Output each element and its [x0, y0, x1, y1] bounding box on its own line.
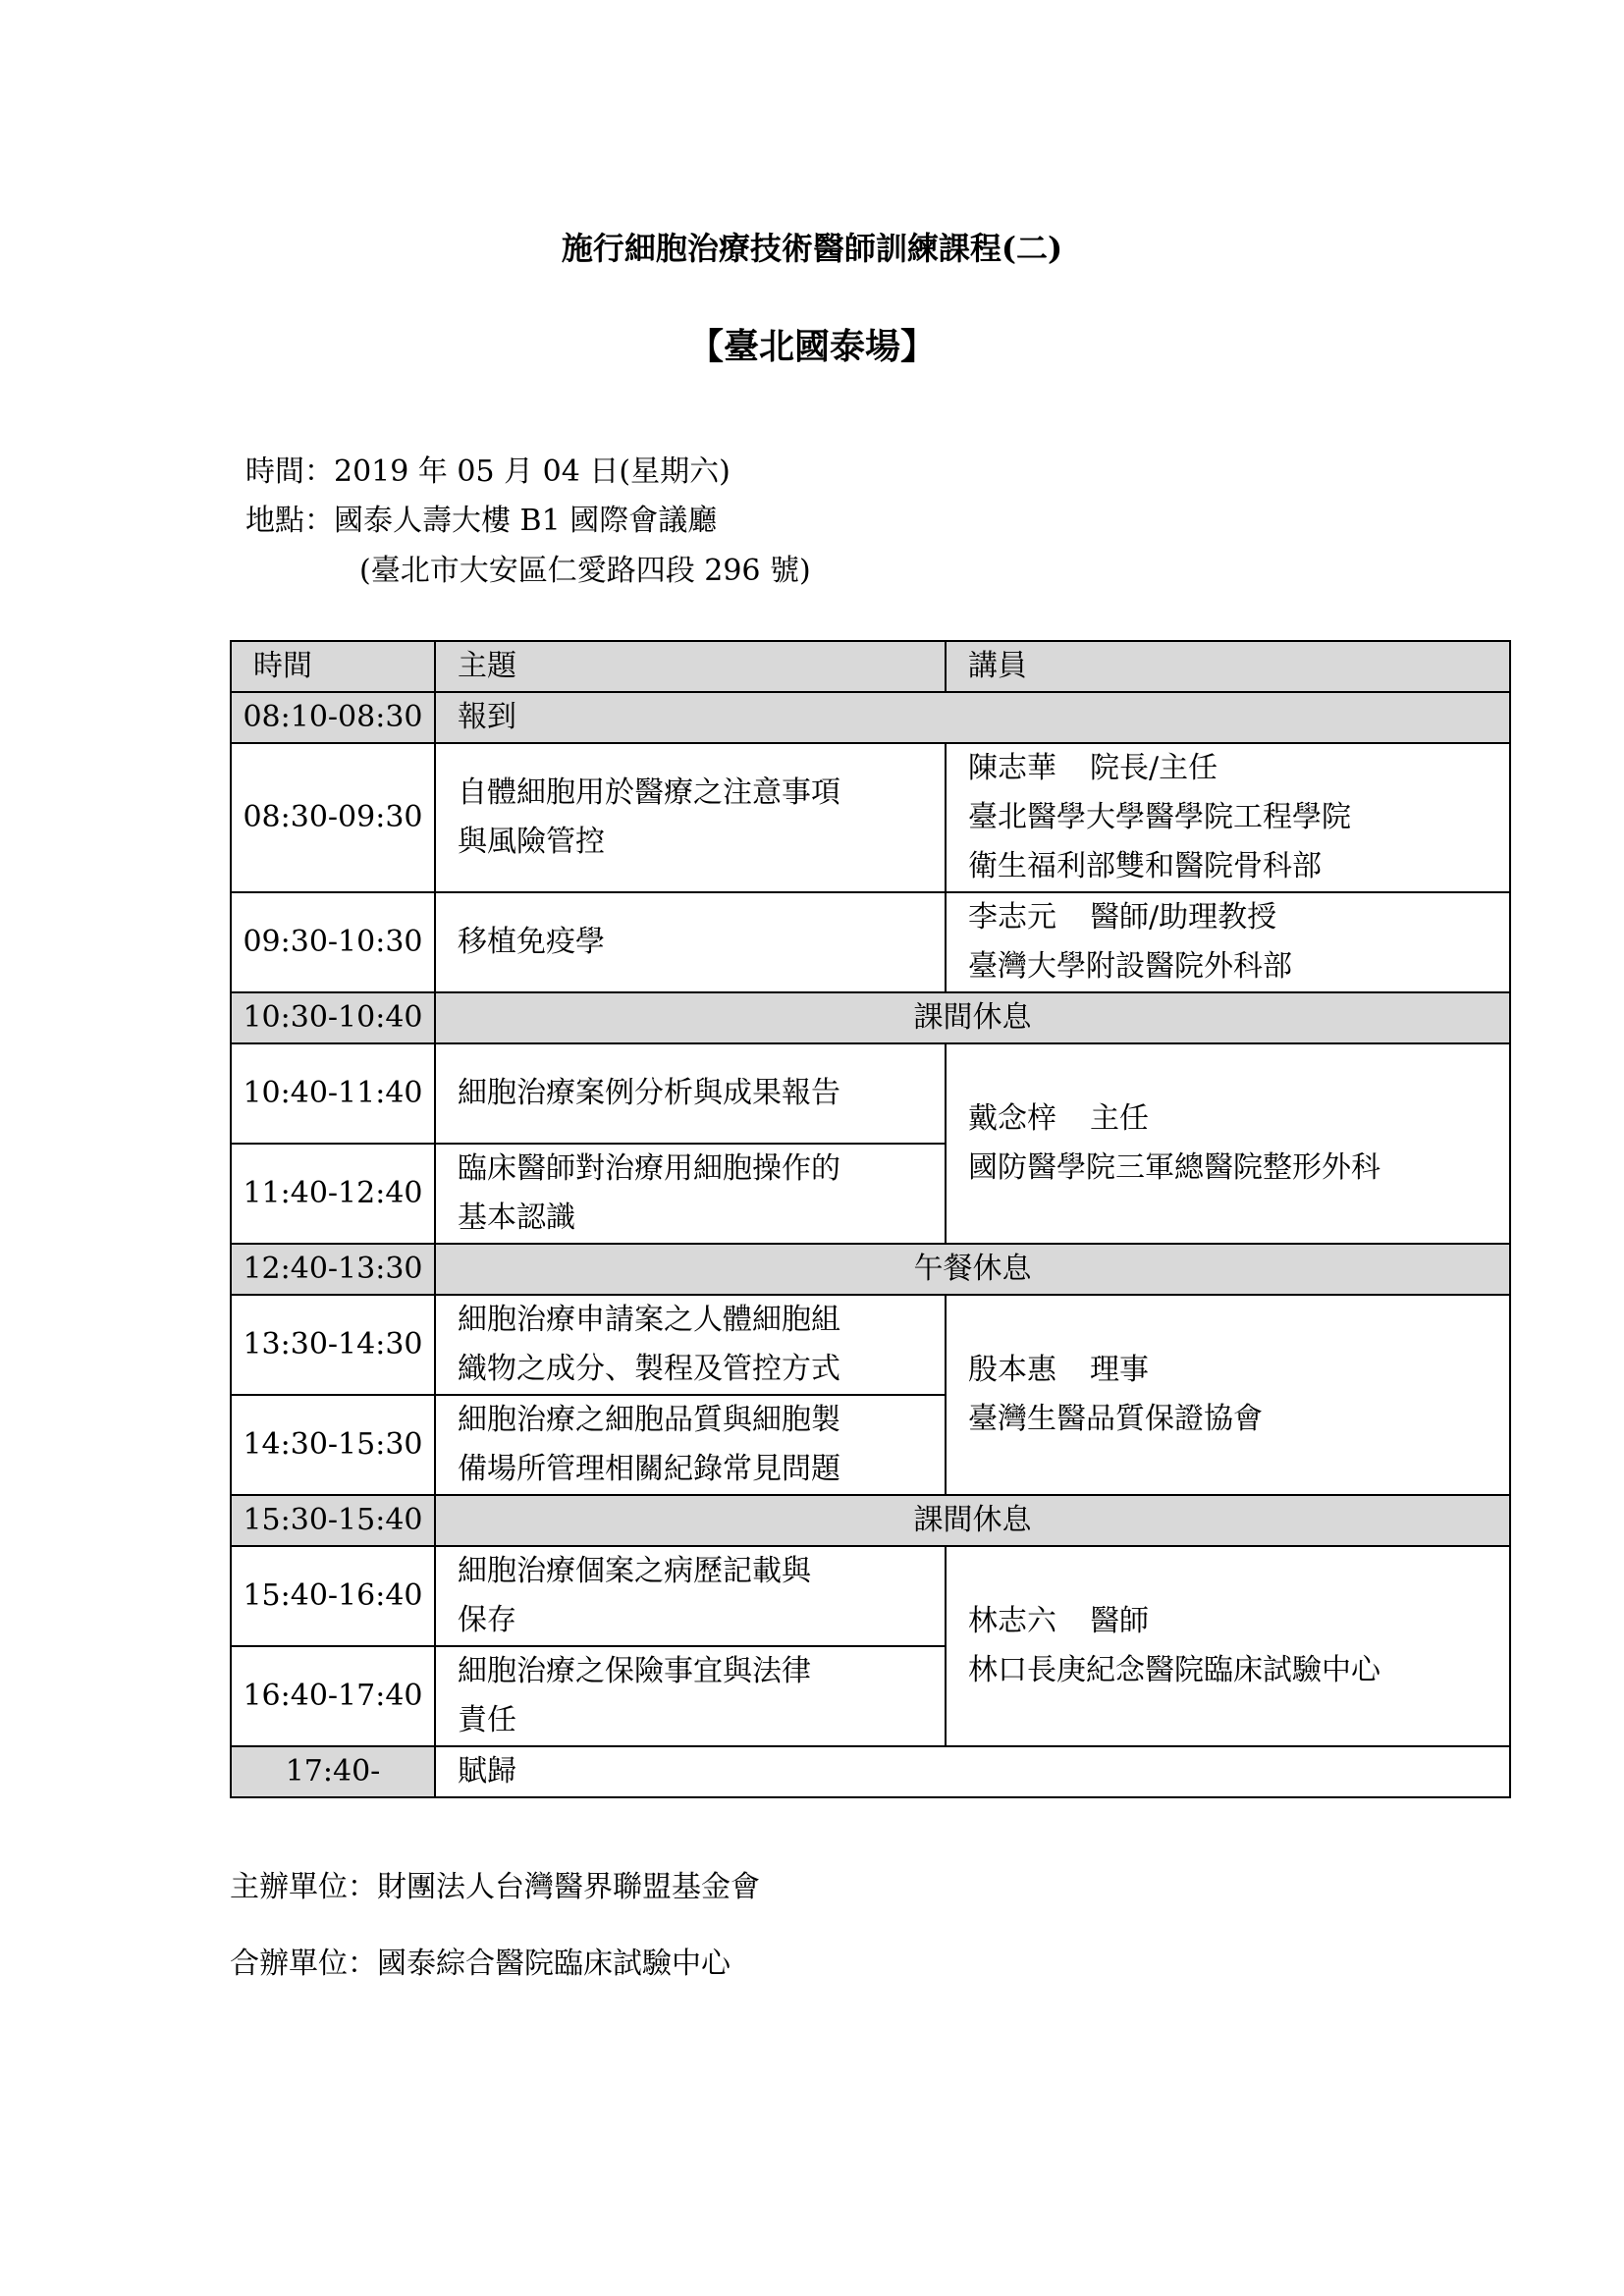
- topic-line: 責任: [458, 1703, 516, 1737]
- topic-line: 細胞治療之保險事宜與法律: [458, 1654, 811, 1688]
- break-label: 課間休息: [435, 1495, 1510, 1546]
- speaker-affiliation: 林口長庚紀念醫院臨床試驗中心: [968, 1653, 1380, 1687]
- speaker-title: 理事: [1090, 1353, 1149, 1387]
- speaker-title: 院長/主任: [1090, 751, 1218, 785]
- time-cell: 08:10-08:30: [231, 692, 435, 743]
- lunch-label: 午餐休息: [435, 1244, 1510, 1295]
- topic-line: 自體細胞用於醫療之注意事項: [458, 775, 840, 810]
- time-cell: 16:40-17:40: [231, 1646, 435, 1746]
- speaker-cell: [946, 1043, 1510, 1244]
- speaker-line: [968, 1095, 1495, 1144]
- checkin-label: 報到: [435, 692, 1510, 743]
- time-cell: 10:30-10:40: [231, 992, 435, 1043]
- speaker-name: 林志六: [968, 1604, 1056, 1638]
- organizer: 主辦單位：財團法人台灣醫界聯盟基金會: [230, 1870, 760, 1904]
- speaker-name: 陳志華: [968, 751, 1056, 785]
- speaker-cell: [946, 1546, 1510, 1746]
- speaker-cell: [946, 1295, 1510, 1495]
- time-cell: 17:40-: [231, 1746, 435, 1797]
- topic-cell: [435, 1395, 946, 1495]
- time-cell: 08:30-09:30: [231, 743, 435, 892]
- speaker-name: 殷本惠: [968, 1353, 1056, 1387]
- time-cell: 10:40-11:40: [231, 1043, 435, 1144]
- speaker-affiliation: 衛生福利部雙和醫院骨科部: [968, 849, 1322, 883]
- topic-line: 細胞治療個案之病歷記載與: [458, 1554, 811, 1588]
- table-header-row: [231, 641, 1510, 692]
- event-address: (臺北市大安區仁愛路四段 296 號): [359, 554, 811, 588]
- schedule-table: [230, 640, 1511, 1798]
- header-topic: 主題: [435, 641, 946, 692]
- table-row: [231, 743, 1510, 892]
- speaker-affiliation: 國防醫學院三軍總醫院整形外科: [968, 1150, 1380, 1185]
- time-cell: 12:40-13:30: [231, 1244, 435, 1295]
- topic-cell: [435, 1295, 946, 1395]
- place-label: 地點：: [245, 504, 334, 538]
- speaker-affiliation: 臺灣大學附設醫院外科部: [968, 949, 1292, 984]
- topic-line: 細胞治療申請案之人體細胞組: [458, 1303, 840, 1337]
- speaker-affiliation: 臺北醫學大學醫學院工程學院: [968, 800, 1351, 834]
- table-row: [231, 1746, 1510, 1797]
- time-cell: 15:40-16:40: [231, 1546, 435, 1646]
- end-label: 賦歸: [435, 1746, 1510, 1797]
- page-title: 施行細胞治療技術醫師訓練課程(二): [561, 230, 1063, 267]
- time-cell: 09:30-10:30: [231, 892, 435, 992]
- topic-line: 備場所管理相關紀錄常見問題: [458, 1452, 840, 1486]
- table-row: [231, 892, 1510, 992]
- table-row: [231, 1244, 1510, 1295]
- event-place: [245, 496, 717, 539]
- topic-line: 臨床醫師對治療用細胞操作的: [458, 1151, 840, 1186]
- topic-line: 與風險管控: [458, 825, 605, 859]
- topic-cell: [435, 1646, 946, 1746]
- speaker-cell: [946, 743, 1510, 892]
- speaker-cell: [946, 892, 1510, 992]
- topic-line: 織物之成分、製程及管控方式: [458, 1352, 840, 1386]
- table-row: [231, 1295, 1510, 1395]
- speaker-line: [968, 744, 1495, 793]
- table-row: [231, 992, 1510, 1043]
- topic-line: 保存: [458, 1603, 516, 1637]
- place-value: 國泰人壽大樓 B1 國際會議廳: [334, 504, 718, 538]
- speaker-title: 醫師: [1090, 1604, 1149, 1638]
- speaker-line: [968, 1346, 1495, 1395]
- speaker-title: 主任: [1090, 1101, 1149, 1136]
- speaker-line: [968, 893, 1495, 942]
- page-subtitle: 【臺北國泰場】: [687, 326, 936, 367]
- speaker-affiliation: 臺灣生醫品質保證協會: [968, 1402, 1263, 1436]
- topic-cell: 細胞治療案例分析與成果報告: [435, 1043, 946, 1144]
- speaker-name: 戴念梓: [968, 1101, 1056, 1136]
- speaker-line: [968, 1597, 1495, 1646]
- topic-line: 細胞治療之細胞品質與細胞製: [458, 1403, 840, 1437]
- time-cell: 15:30-15:40: [231, 1495, 435, 1546]
- header-time: 時間: [231, 641, 435, 692]
- topic-line: 基本認識: [458, 1201, 575, 1235]
- break-label: 課間休息: [435, 992, 1510, 1043]
- table-row: [231, 1495, 1510, 1546]
- header-speaker: 講員: [946, 641, 1510, 692]
- time-cell: 11:40-12:40: [231, 1144, 435, 1244]
- time-cell: 13:30-14:30: [231, 1295, 435, 1395]
- time-cell: 14:30-15:30: [231, 1395, 435, 1495]
- speaker-name: 李志元: [968, 900, 1056, 934]
- table-row: [231, 692, 1510, 743]
- co-organizer: 合辦單位：國泰綜合醫院臨床試驗中心: [230, 1947, 731, 1981]
- topic-cell: [435, 1546, 946, 1646]
- table-row: [231, 1043, 1510, 1144]
- time-label: 時間：: [245, 454, 334, 489]
- event-time: [245, 447, 731, 490]
- topic-cell: [435, 743, 946, 892]
- table-row: [231, 1546, 1510, 1646]
- time-value: 2019 年 05 月 04 日(星期六): [334, 454, 731, 489]
- topic-cell: 移植免疫學: [435, 892, 946, 992]
- topic-cell: [435, 1144, 946, 1244]
- speaker-title: 醫師/助理教授: [1090, 900, 1277, 934]
